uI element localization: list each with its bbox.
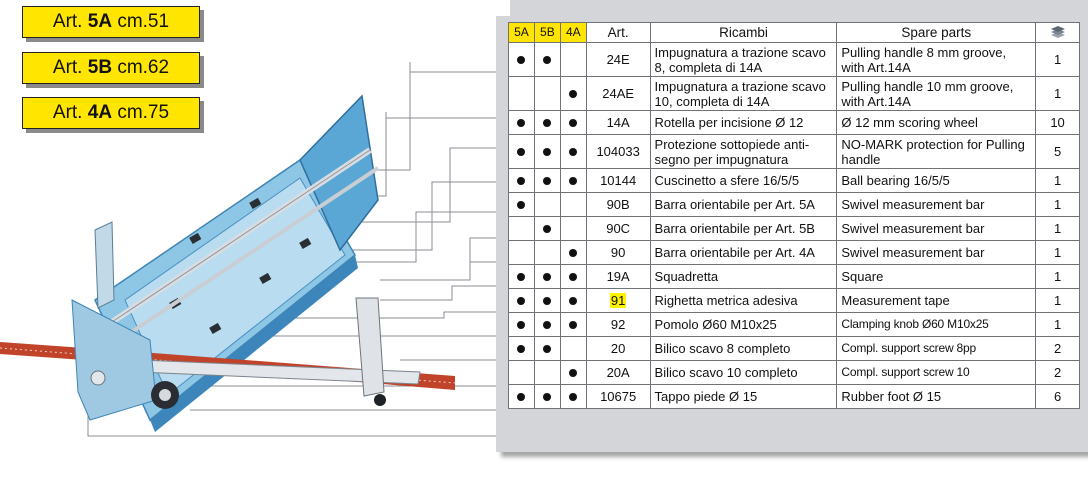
description-en: Ball bearing 16/5/5: [837, 169, 1036, 193]
table-header-row: [509, 23, 1080, 43]
quantity-cell: 2: [1036, 361, 1080, 385]
bullet-icon: [517, 119, 525, 127]
bullet-icon: [569, 148, 577, 156]
model-availability-cell: [560, 135, 586, 169]
model-availability-cell: [509, 193, 535, 217]
model-availability-cell: [560, 313, 586, 337]
bullet-icon: [543, 119, 551, 127]
description-it: Impugnatura a trazione scavo 10, completa di 14A: [650, 77, 837, 111]
model-availability-cell: [534, 77, 560, 111]
col-header-ricambi: Ricambi: [650, 23, 837, 43]
col-header-4a: 4A: [560, 23, 586, 43]
model-availability-cell: [509, 43, 535, 77]
model-availability-cell: [534, 135, 560, 169]
art-code-cell: [586, 289, 650, 313]
art-code-cell: [586, 313, 650, 337]
bullet-icon: [543, 321, 551, 329]
quantity-cell: 1: [1036, 241, 1080, 265]
table-row: [509, 111, 1080, 135]
art-code-cell: [586, 265, 650, 289]
bullet-icon: [543, 177, 551, 185]
col-header-qty: [1036, 23, 1080, 43]
art-code: 90C: [606, 221, 631, 236]
model-availability-cell: [509, 135, 535, 169]
model-availability-cell: [534, 217, 560, 241]
model-availability-cell: [534, 385, 560, 409]
bullet-icon: [569, 369, 577, 377]
art-code: 91: [610, 293, 626, 308]
quantity-cell: 1: [1036, 313, 1080, 337]
art-code: 10675: [600, 389, 637, 404]
model-label-prefix: Art.: [52, 57, 83, 78]
quantity-cell: 1: [1036, 265, 1080, 289]
model-availability-cell: [534, 111, 560, 135]
model-label-code: 4A: [87, 102, 113, 123]
description-en: Swivel measurement bar: [837, 241, 1036, 265]
bullet-icon: [569, 90, 577, 98]
model-availability-cell: [560, 169, 586, 193]
model-label-size: cm.62: [117, 57, 170, 78]
art-code: 20A: [606, 365, 630, 380]
bullet-icon: [543, 345, 551, 353]
bullet-icon: [543, 148, 551, 156]
description-en: Ø 12 mm scoring wheel: [837, 111, 1036, 135]
model-availability-cell: [560, 43, 586, 77]
art-code-cell: [586, 337, 650, 361]
bullet-icon: [569, 249, 577, 257]
description-en: Pulling handle 10 mm groove, with Art.14A: [837, 77, 1036, 111]
model-label-size: cm.51: [117, 11, 170, 32]
bullet-icon: [517, 297, 525, 305]
model-availability-cell: [534, 241, 560, 265]
description-en: Compl. support screw 8pp: [837, 337, 1036, 361]
description-it: Barra orientabile per Art. 5B: [650, 217, 837, 241]
col-header-5a: 5A: [509, 23, 535, 43]
model-availability-cell: [534, 289, 560, 313]
bullet-icon: [569, 177, 577, 185]
table-row: [509, 289, 1080, 313]
stack-icon: [1049, 26, 1067, 40]
table-row: [509, 265, 1080, 289]
quantity-cell: 1: [1036, 289, 1080, 313]
art-code: 90B: [606, 197, 630, 212]
quantity-cell: 1: [1036, 43, 1080, 77]
art-code: 104033: [596, 144, 640, 159]
description-it: Barra orientabile per Art. 4A: [650, 241, 837, 265]
bullet-icon: [569, 273, 577, 281]
art-code-cell: [586, 361, 650, 385]
model-label-code: 5A: [87, 11, 113, 32]
model-availability-cell: [534, 361, 560, 385]
bullet-icon: [569, 393, 577, 401]
table-row: [509, 43, 1080, 77]
art-code: 24AE: [602, 86, 635, 101]
model-availability-cell: [560, 77, 586, 111]
quantity-cell: 10: [1036, 111, 1080, 135]
model-label-prefix: Art.: [52, 102, 83, 123]
quantity-cell: 2: [1036, 337, 1080, 361]
model-availability-cell: [560, 111, 586, 135]
art-code-cell: [586, 241, 650, 265]
bullet-icon: [543, 393, 551, 401]
bullet-icon: [517, 148, 525, 156]
bullet-icon: [543, 273, 551, 281]
bullet-icon: [517, 345, 525, 353]
description-it: Squadretta: [650, 265, 837, 289]
table-row: [509, 193, 1080, 217]
model-availability-cell: [560, 241, 586, 265]
model-label-prefix: Art.: [52, 11, 83, 32]
bullet-icon: [543, 297, 551, 305]
model-availability-cell: [534, 265, 560, 289]
art-code-cell: [586, 169, 650, 193]
model-availability-cell: [509, 77, 535, 111]
art-code: 24E: [606, 52, 630, 67]
model-availability-cell: [534, 193, 560, 217]
art-code-cell: [586, 193, 650, 217]
model-availability-cell: [560, 265, 586, 289]
quantity-cell: 1: [1036, 77, 1080, 111]
table-row: [509, 241, 1080, 265]
art-code: 10144: [600, 173, 637, 188]
table-row: [509, 169, 1080, 193]
art-code: 19A: [606, 269, 630, 284]
model-availability-cell: [534, 337, 560, 361]
table-row: [509, 135, 1080, 169]
description-en: Clamping knob Ø60 M10x25: [837, 313, 1036, 337]
art-code: 90: [610, 245, 626, 260]
table-row: [509, 385, 1080, 409]
model-availability-cell: [534, 169, 560, 193]
quantity-cell: 1: [1036, 193, 1080, 217]
description-en: Swivel measurement bar: [837, 217, 1036, 241]
description-en: Pulling handle 8 mm groove, with Art.14A: [837, 43, 1036, 77]
clamping-knob: [374, 394, 386, 406]
description-it: Impugnatura a trazione scavo 8, completa di 14A: [650, 43, 837, 77]
quantity-cell: 1: [1036, 217, 1080, 241]
description-it: Pomolo Ø60 M10x25: [650, 313, 837, 337]
art-code-cell: [586, 135, 650, 169]
model-label-code: 5B: [87, 57, 113, 78]
model-availability-cell: [560, 361, 586, 385]
description-en: Square: [837, 265, 1036, 289]
model-label-size: cm.75: [117, 102, 170, 123]
model-availability-cell: [534, 43, 560, 77]
model-availability-cell: [509, 337, 535, 361]
description-en: NO-MARK protection for Pulling handle: [837, 135, 1036, 169]
model-availability-cell: [560, 337, 586, 361]
table-row: [509, 337, 1080, 361]
col-header-5b: 5B: [534, 23, 560, 43]
model-availability-cell: [509, 169, 535, 193]
quantity-cell: 6: [1036, 385, 1080, 409]
model-availability-cell: [509, 361, 535, 385]
bullet-icon: [517, 393, 525, 401]
bullet-icon: [517, 273, 525, 281]
bullet-icon: [517, 321, 525, 329]
description-it: Barra orientabile per Art. 5A: [650, 193, 837, 217]
bullet-icon: [569, 119, 577, 127]
description-it: Rotella per incisione Ø 12: [650, 111, 837, 135]
col-header-spare-parts: Spare parts: [837, 23, 1036, 43]
table-row: [509, 313, 1080, 337]
description-it: Righetta metrica adesiva: [650, 289, 837, 313]
art-code: 14A: [606, 115, 630, 130]
bullet-icon: [569, 297, 577, 305]
model-availability-cell: [509, 111, 535, 135]
art-code-cell: [586, 43, 650, 77]
model-availability-cell: [560, 193, 586, 217]
bullet-icon: [543, 56, 551, 64]
art-code-cell: [586, 77, 650, 111]
model-availability-cell: [534, 313, 560, 337]
col-header-art: Art.: [586, 23, 650, 43]
description-it: Protezione sottopiede anti-segno per impugnatura: [650, 135, 837, 169]
art-code: 92: [610, 317, 626, 332]
description-en: Measurement tape: [837, 289, 1036, 313]
bullet-icon: [517, 201, 525, 209]
table-row: [509, 217, 1080, 241]
art-code-cell: [586, 217, 650, 241]
model-availability-cell: [509, 265, 535, 289]
model-availability-cell: [509, 313, 535, 337]
bullet-icon: [569, 321, 577, 329]
model-availability-cell: [509, 385, 535, 409]
model-availability-cell: [560, 385, 586, 409]
tile-cutter-illustration: [0, 0, 500, 478]
description-en: Swivel measurement bar: [837, 193, 1036, 217]
art-code: 20: [610, 341, 626, 356]
model-availability-cell: [509, 289, 535, 313]
quantity-cell: 5: [1036, 135, 1080, 169]
model-availability-cell: [560, 217, 586, 241]
model-availability-cell: [509, 217, 535, 241]
bullet-icon: [517, 56, 525, 64]
description-en: Rubber foot Ø 15: [837, 385, 1036, 409]
bullet-icon: [543, 225, 551, 233]
description-it: Bilico scavo 10 completo: [650, 361, 837, 385]
table-row: [509, 361, 1080, 385]
model-availability-cell: [560, 289, 586, 313]
table-row: [509, 77, 1080, 111]
art-code-cell: [586, 111, 650, 135]
description-it: Bilico scavo 8 completo: [650, 337, 837, 361]
art-code-cell: [586, 385, 650, 409]
quantity-cell: 1: [1036, 169, 1080, 193]
description-it: Tappo piede Ø 15: [650, 385, 837, 409]
model-availability-cell: [509, 241, 535, 265]
description-en: Compl. support screw 10: [837, 361, 1036, 385]
bullet-icon: [517, 177, 525, 185]
spare-parts-table: [508, 22, 1080, 409]
description-it: Cuscinetto a sfere 16/5/5: [650, 169, 837, 193]
